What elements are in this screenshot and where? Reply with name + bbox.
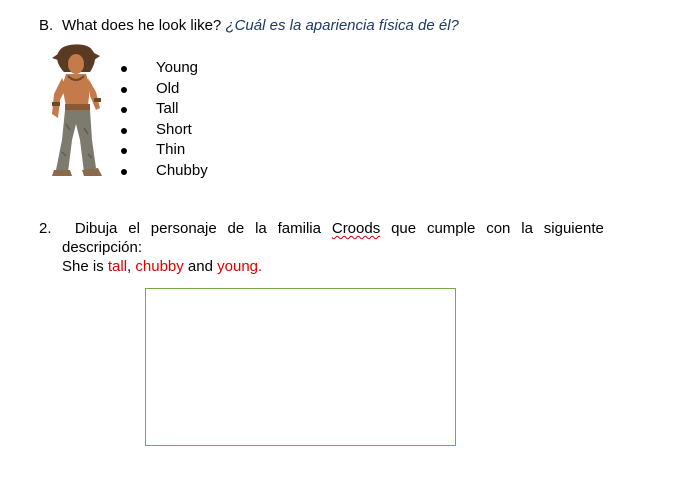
word: que bbox=[391, 220, 417, 237]
question-2-line-2: descripción: bbox=[62, 239, 143, 256]
word-young: young bbox=[217, 258, 259, 275]
question-2-line-1 bbox=[39, 219, 604, 238]
drawing-box[interactable] bbox=[145, 288, 456, 446]
list-item: Chubby bbox=[118, 161, 208, 182]
sentence-and: and bbox=[183, 258, 218, 275]
word-chubby: chubby bbox=[135, 258, 184, 275]
question-b-number: B. bbox=[39, 17, 54, 34]
word: familia bbox=[277, 220, 321, 237]
question-2-number: 2. bbox=[39, 220, 52, 237]
word-tall: tall bbox=[107, 258, 128, 275]
sentence-prefix: She is bbox=[62, 258, 108, 275]
word: la bbox=[521, 220, 533, 237]
caveman-character-icon bbox=[44, 44, 110, 178]
word: cumple bbox=[426, 220, 476, 237]
sentence-comma: , bbox=[127, 258, 132, 275]
question-b bbox=[39, 17, 459, 34]
word: personaje bbox=[150, 220, 217, 237]
word: siguiente bbox=[543, 220, 604, 237]
list-item: Young bbox=[118, 58, 208, 79]
list-item: Old bbox=[118, 79, 208, 100]
list-item: Short bbox=[118, 120, 208, 141]
word: el bbox=[128, 220, 140, 237]
sentence-period: . bbox=[258, 258, 263, 275]
word-croods-spellcheck: Croods bbox=[331, 220, 381, 237]
list-item: Thin bbox=[118, 140, 208, 161]
question-b-spanish: ¿Cuál es la apariencia física de él? bbox=[225, 17, 459, 34]
question-b-english: What does he look like? bbox=[62, 17, 222, 34]
description-sentence bbox=[39, 257, 604, 276]
word: con bbox=[486, 220, 511, 237]
word: de bbox=[227, 220, 245, 237]
word: Dibuja bbox=[74, 220, 118, 237]
list-item: Tall bbox=[118, 99, 208, 120]
word: la bbox=[255, 220, 267, 237]
question-2 bbox=[39, 219, 604, 276]
description-options-list bbox=[118, 58, 208, 182]
